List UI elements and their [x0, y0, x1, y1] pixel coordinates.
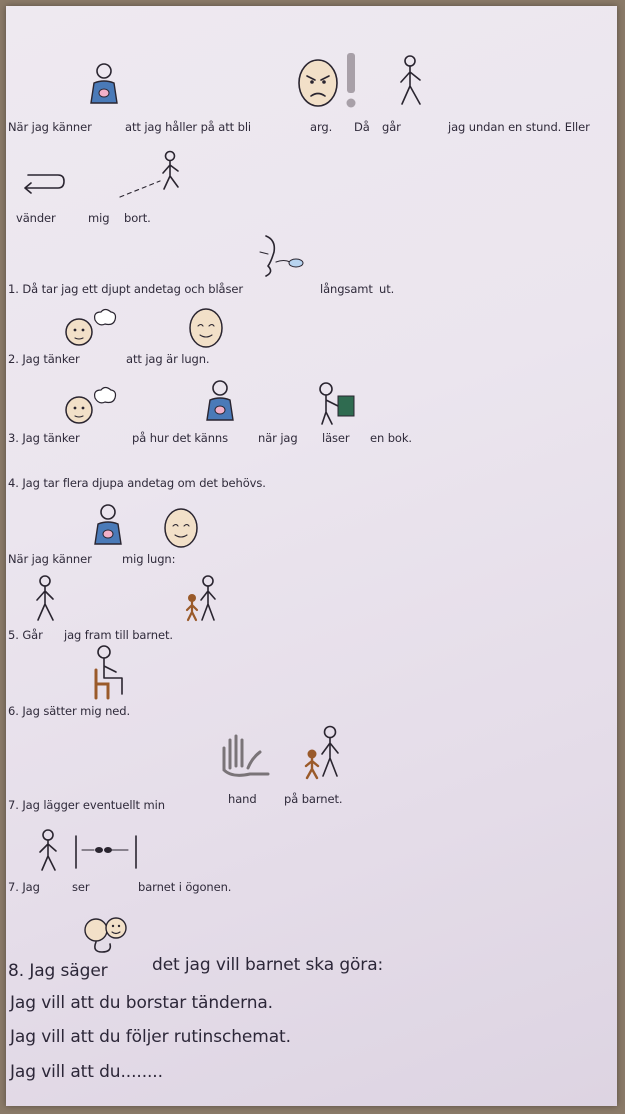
- walking-person-icon: [34, 828, 62, 874]
- line-3-c: ut.: [379, 282, 395, 296]
- line-15-a: Jag vill att du........: [10, 1062, 163, 1082]
- walking-person-icon: [30, 574, 60, 624]
- printed-sheet: [6, 6, 617, 1106]
- line-2-a: vänder: [16, 211, 56, 225]
- line-5-b: på hur det känns: [132, 431, 228, 445]
- line-3-a: 1. Då tar jag ett djupt andetag och blåser: [8, 282, 243, 296]
- line-8-a: 5. Går: [8, 628, 43, 642]
- line-6-a: 4. Jag tar flera djupa andetag om det behövs.: [8, 476, 266, 490]
- reading-person-icon: [316, 380, 358, 426]
- walking-person-icon: [390, 54, 430, 112]
- turn-back-arrow-icon: [20, 170, 68, 194]
- line-4-b: att jag är lugn.: [126, 352, 210, 366]
- line-1-c: arg.: [310, 120, 333, 134]
- eyes-icon: [72, 832, 142, 872]
- sitting-person-icon: [90, 644, 136, 700]
- talking-faces-icon: [82, 914, 134, 956]
- line-1-b: att jag håller på att bli: [125, 120, 252, 134]
- breath-out-face-icon: [258, 232, 308, 278]
- person-feeling-icon: [86, 61, 122, 109]
- line-10-a: 7. Jag lägger eventuellt min: [8, 798, 165, 812]
- adult-child-icon: [300, 724, 344, 782]
- person-feeling-icon: [90, 502, 126, 550]
- adult-child-icon: [182, 574, 222, 624]
- walk-away-icon: [118, 149, 188, 201]
- line-11-c: barnet i ögonen.: [138, 880, 232, 894]
- line-10-c: på barnet.: [284, 792, 343, 806]
- line-1-f: jag undan en stund. Eller: [448, 120, 590, 134]
- line-11-a: 7. Jag: [8, 880, 40, 894]
- calm-face-icon: [161, 506, 201, 550]
- line-4-a: 2. Jag tänker: [8, 352, 80, 366]
- line-1-d: Då: [354, 120, 370, 134]
- line-3-b: långsamt: [320, 282, 373, 296]
- line-1-e: går: [382, 120, 401, 134]
- line-9-a: 6. Jag sätter mig ned.: [8, 704, 131, 718]
- hand-icon: [216, 730, 272, 778]
- line-2-b: mig: [88, 211, 110, 225]
- line-5-e: en bok.: [370, 431, 412, 445]
- line-7-b: mig lugn:: [122, 552, 176, 566]
- line-5-d: läser: [322, 431, 350, 445]
- line-11-b: ser: [72, 880, 90, 894]
- line-13-a: Jag vill att du borstar tänderna.: [10, 993, 273, 1013]
- line-5-a: 3. Jag tänker: [8, 431, 80, 445]
- thinking-face-icon: [61, 386, 119, 428]
- exclamation-icon: [343, 51, 359, 111]
- line-10-b: hand: [228, 792, 257, 806]
- line-5-c: när jag: [258, 431, 298, 445]
- line-7-a: När jag känner: [8, 552, 92, 566]
- angry-face-icon: [294, 54, 342, 112]
- calm-face-icon: [186, 306, 226, 350]
- line-8-b: jag fram till barnet.: [64, 628, 173, 642]
- line-2-c: bort.: [124, 211, 151, 225]
- line-12-b: det jag vill barnet ska göra:: [152, 955, 384, 975]
- thinking-face-icon: [61, 308, 119, 350]
- person-feeling-icon: [202, 378, 238, 426]
- line-14-a: Jag vill att du följer rutinschemat.: [10, 1027, 291, 1047]
- line-12-a: 8. Jag säger: [8, 961, 108, 981]
- line-1-a: När jag känner: [8, 120, 92, 134]
